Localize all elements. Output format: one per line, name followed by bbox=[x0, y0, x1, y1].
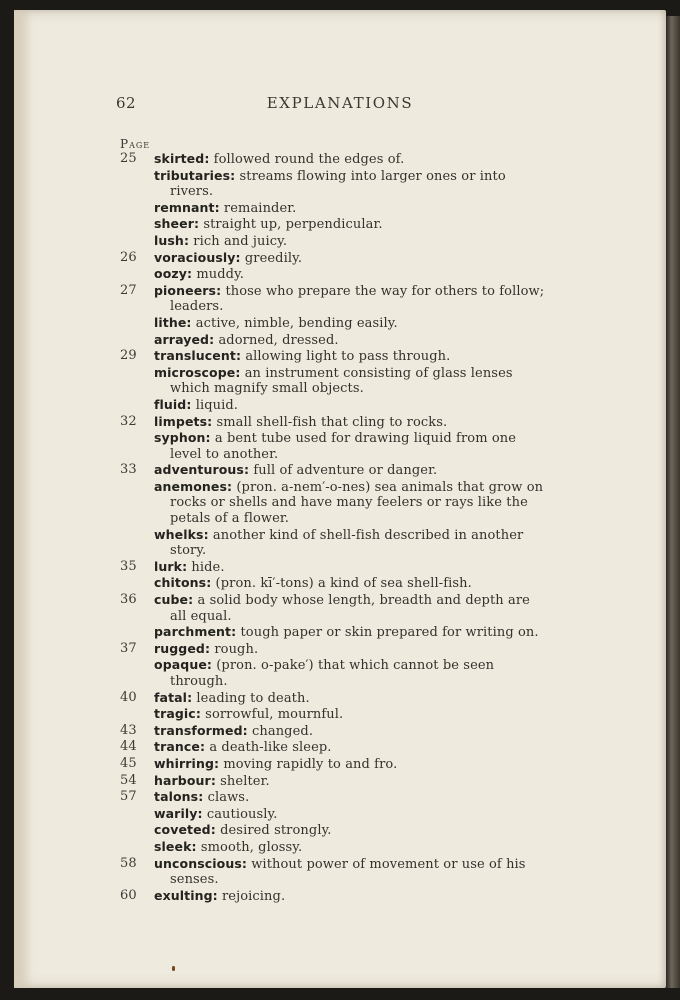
entry-term: whirring bbox=[154, 755, 214, 771]
entry-definition: followed round the edges of. bbox=[213, 152, 405, 167]
entry-definition: a bent tube used for drawing liquid from one bbox=[214, 431, 517, 447]
entry-definition: hide. bbox=[191, 559, 225, 575]
entry-term-colon: : bbox=[214, 755, 220, 771]
entry-page-number: 44 bbox=[120, 739, 137, 755]
entry-term-colon: : bbox=[204, 151, 210, 166]
entry-definition: leading to death. bbox=[196, 690, 310, 706]
entry-term: fatal bbox=[154, 689, 188, 705]
entry-term: microscope bbox=[154, 364, 236, 380]
entry-line bbox=[154, 397, 575, 414]
glossary-entry bbox=[120, 839, 575, 856]
entry-line bbox=[154, 168, 575, 185]
entry-line bbox=[154, 365, 575, 382]
entry-term-colon: : bbox=[235, 249, 241, 265]
entry-term-colon: : bbox=[206, 657, 213, 673]
entry-term: harbour bbox=[154, 772, 211, 788]
entry-term-colon: : bbox=[199, 739, 206, 755]
running-title: EXPLANATIONS bbox=[266, 94, 414, 112]
entry-line bbox=[154, 789, 575, 806]
entry-definition: tough paper or skin prepared for writing on. bbox=[240, 625, 539, 641]
glossary-entry bbox=[120, 641, 575, 658]
entry-term-colon: : bbox=[191, 838, 197, 854]
glossary-entry bbox=[120, 430, 575, 462]
entry-page-number: 36 bbox=[120, 592, 137, 608]
entry-term-colon: : bbox=[197, 805, 203, 821]
glossary-entry bbox=[120, 151, 575, 168]
glossary-entry bbox=[120, 739, 575, 756]
entry-term-colon: : bbox=[214, 199, 220, 215]
entry-line bbox=[154, 756, 575, 773]
entry-page-number: 33 bbox=[120, 462, 137, 478]
entry-definition-continuation: rivers. bbox=[170, 184, 214, 200]
book-cover-edge bbox=[666, 16, 680, 988]
entry-definition-continuation: level to another. bbox=[170, 446, 279, 462]
entry-term: skirted bbox=[154, 151, 205, 166]
entry-term-colon: : bbox=[188, 592, 194, 608]
entry-definition: smooth, glossy. bbox=[200, 839, 303, 855]
entry-term-colon: : bbox=[182, 558, 188, 574]
entry-line bbox=[154, 739, 575, 756]
entry-term: rugged bbox=[154, 640, 205, 656]
glossary-entry bbox=[120, 168, 575, 200]
entry-term: unconscious bbox=[154, 855, 242, 871]
glossary-entry bbox=[120, 332, 575, 349]
entry-line bbox=[154, 856, 575, 873]
entry-term-colon: : bbox=[212, 887, 218, 903]
entry-term-colon: : bbox=[205, 430, 211, 446]
entry-page-number: 40 bbox=[120, 689, 137, 705]
entry-term-colon: : bbox=[216, 282, 222, 298]
entry-term: warily bbox=[154, 805, 198, 821]
entry-page-number: 26 bbox=[120, 249, 137, 265]
entry-term: cube bbox=[154, 592, 189, 608]
entry-page-number: 57 bbox=[120, 789, 137, 805]
glossary-entry bbox=[120, 479, 575, 527]
entry-line bbox=[154, 250, 575, 267]
entry-definition-continuation: which magnify small objects. bbox=[170, 381, 364, 397]
entry-term-colon: : bbox=[241, 855, 247, 871]
entry-definition: remainder. bbox=[223, 200, 297, 216]
entry-term-colon: : bbox=[183, 232, 190, 248]
glossary-entry bbox=[120, 527, 575, 559]
entry-definition: cautiously. bbox=[206, 806, 278, 822]
glossary-entry bbox=[120, 250, 575, 267]
entry-line bbox=[154, 216, 575, 233]
glossary-entry bbox=[120, 806, 575, 823]
entry-definition: streams flowing into larger ones or into bbox=[239, 168, 506, 184]
entry-definition: greedily. bbox=[244, 250, 303, 266]
glossary-entry bbox=[120, 624, 575, 641]
entry-line bbox=[154, 462, 575, 479]
entry-definition: another kind of shell-fish described in another bbox=[212, 527, 524, 543]
entry-line bbox=[154, 283, 575, 300]
entry-line bbox=[154, 773, 575, 790]
glossary-entry bbox=[120, 233, 575, 250]
entry-line bbox=[154, 315, 575, 332]
entry-line bbox=[154, 414, 575, 431]
glossary-entry bbox=[120, 888, 575, 905]
entry-term-colon: : bbox=[187, 689, 193, 705]
entry-term-colon: : bbox=[243, 462, 250, 478]
entry-page-number: 29 bbox=[120, 348, 137, 364]
entry-line bbox=[154, 624, 575, 641]
entry-line bbox=[154, 200, 575, 217]
entry-definition-continuation: senses. bbox=[170, 872, 219, 888]
glossary-entry bbox=[120, 397, 575, 414]
glossary-entry bbox=[120, 723, 575, 740]
glossary-entry bbox=[120, 283, 575, 315]
entry-term-colon: : bbox=[205, 640, 211, 656]
entry-term: fluid bbox=[154, 396, 187, 412]
entry-definition-continuation: all equal. bbox=[170, 608, 232, 624]
entry-page-number: 25 bbox=[120, 151, 137, 166]
entry-definition: rough. bbox=[214, 641, 259, 657]
entry-term: anemones bbox=[154, 478, 228, 494]
entry-line bbox=[154, 233, 575, 250]
entry-definition: without power of movement or use of his bbox=[251, 856, 526, 872]
entry-page-number: 45 bbox=[120, 755, 137, 771]
glossary-entry bbox=[120, 789, 575, 806]
entry-term: lurk bbox=[154, 558, 183, 574]
glossary-entry bbox=[120, 266, 575, 283]
entry-definition-continuation: leaders. bbox=[170, 299, 224, 315]
entry-line bbox=[154, 690, 575, 707]
entry-term: whelks bbox=[154, 526, 204, 542]
entry-definition: allowing light to pass through. bbox=[245, 349, 451, 365]
glossary-entry bbox=[120, 756, 575, 773]
entry-line bbox=[154, 806, 575, 823]
page-header bbox=[0, 92, 680, 116]
entry-definition-continuation: petals of a flower. bbox=[170, 511, 290, 527]
page-number: 62 bbox=[116, 94, 137, 112]
glossary-entry bbox=[120, 559, 575, 576]
entry-line bbox=[154, 592, 575, 609]
entry-term: sleek bbox=[154, 838, 192, 854]
entry-term: trance bbox=[154, 739, 200, 755]
entry-line bbox=[154, 839, 575, 856]
entry-definition-continuation: rocks or shells and have many feelers or rays like the bbox=[170, 495, 528, 511]
entry-definition: adorned, dressed. bbox=[218, 332, 339, 348]
entry-definition: moving rapidly to and fro. bbox=[223, 756, 398, 772]
entry-term: adventurous bbox=[154, 462, 244, 478]
entry-line bbox=[154, 430, 575, 447]
entry-term: limpets bbox=[154, 413, 208, 429]
entry-line bbox=[154, 706, 575, 723]
glossary-entry bbox=[120, 592, 575, 624]
entry-term-colon: : bbox=[227, 478, 233, 494]
entry-definition: rejoicing. bbox=[221, 888, 286, 904]
glossary-entry bbox=[120, 462, 575, 479]
entry-definition: a death-like sleep. bbox=[209, 740, 332, 756]
entry-definition: (pron. o-pake′) that which cannot be seen bbox=[216, 658, 495, 674]
entry-term-colon: : bbox=[231, 624, 237, 640]
entry-term: remnant bbox=[154, 199, 215, 215]
entry-term-colon: : bbox=[195, 706, 201, 722]
entry-page-number: 32 bbox=[120, 413, 137, 429]
entry-definition: sorrowful, mournful. bbox=[205, 707, 344, 723]
glossary-entry bbox=[120, 216, 575, 233]
entry-definition: active, nimble, bending easily. bbox=[195, 315, 398, 331]
glossary-entry bbox=[120, 706, 575, 723]
glossary-entry bbox=[120, 414, 575, 431]
entry-definition: small shell-fish that cling to rocks. bbox=[216, 414, 448, 430]
entry-term: oozy bbox=[154, 266, 187, 282]
entry-definition: straight up, perpendicular. bbox=[203, 217, 383, 233]
entry-term: parchment bbox=[154, 624, 232, 640]
entry-definition: an instrument consisting of glass lenses bbox=[244, 365, 513, 381]
entry-definition: claws. bbox=[207, 790, 250, 806]
entry-line bbox=[154, 151, 575, 168]
entry-term: translucent bbox=[154, 348, 236, 364]
entry-definition-continuation: story. bbox=[170, 543, 207, 559]
entry-page-number: 35 bbox=[120, 558, 137, 574]
entry-term: opaque bbox=[154, 657, 207, 673]
entry-term-colon: : bbox=[186, 314, 192, 330]
entry-term: chitons bbox=[154, 575, 207, 591]
entry-line bbox=[154, 527, 575, 544]
entry-line bbox=[154, 332, 575, 349]
entry-term: coveted bbox=[154, 822, 211, 838]
entry-page-number: 37 bbox=[120, 640, 137, 656]
glossary-entry bbox=[120, 856, 575, 888]
entry-line bbox=[154, 575, 575, 592]
glossary-entry bbox=[120, 200, 575, 217]
entry-term-colon: : bbox=[230, 167, 236, 183]
entry-line bbox=[154, 479, 575, 496]
glossary-entry bbox=[120, 822, 575, 839]
entry-term: lithe bbox=[154, 314, 187, 330]
entry-term: tragic bbox=[154, 706, 196, 722]
glossary-entry bbox=[120, 690, 575, 707]
entry-page-number: 60 bbox=[120, 887, 137, 903]
glossary-entry bbox=[120, 348, 575, 365]
entry-term: lush bbox=[154, 232, 184, 248]
entry-term: syphon bbox=[154, 430, 206, 446]
entry-definition: rich and juicy. bbox=[193, 233, 288, 249]
entry-term-colon: : bbox=[187, 266, 193, 282]
entry-line bbox=[154, 888, 575, 905]
entry-term-colon: : bbox=[193, 216, 200, 232]
entry-term-colon: : bbox=[206, 575, 212, 591]
entry-definition: (pron. a-nem′-o-nes) sea animals that grow on bbox=[236, 479, 544, 495]
entry-line bbox=[154, 723, 575, 740]
entry-term-colon: : bbox=[203, 526, 209, 542]
entry-term: voraciously bbox=[154, 249, 236, 265]
entry-line bbox=[154, 822, 575, 839]
entry-line bbox=[154, 348, 575, 365]
entry-definition: shelter. bbox=[220, 773, 270, 789]
entry-term-colon: : bbox=[235, 364, 241, 380]
glossary-entry bbox=[120, 773, 575, 790]
entry-line bbox=[154, 266, 575, 283]
entry-page-number: 58 bbox=[120, 855, 137, 871]
entry-term-colon: : bbox=[186, 396, 192, 412]
ink-spot bbox=[172, 966, 175, 971]
glossary-entry bbox=[120, 575, 575, 592]
entry-definition: muddy. bbox=[196, 267, 245, 283]
entry-definition: (pron. kī′-tons) a kind of sea shell-fish. bbox=[215, 576, 472, 592]
entry-line bbox=[154, 559, 575, 576]
entry-definition: desired strongly. bbox=[220, 823, 332, 839]
entry-definition-continuation: through. bbox=[170, 674, 228, 689]
entry-term: transformed bbox=[154, 722, 243, 738]
glossary-entry bbox=[120, 365, 575, 397]
entry-definition: a solid body whose length, breadth and depth are bbox=[197, 593, 530, 609]
entry-definition: full of adventure or danger. bbox=[253, 463, 438, 479]
entry-term-colon: : bbox=[210, 772, 216, 788]
entry-term: talons bbox=[154, 789, 199, 805]
entry-term-colon: : bbox=[198, 789, 204, 805]
entry-term: arrayed bbox=[154, 331, 210, 347]
page-column-label: Page bbox=[120, 137, 151, 151]
entry-line bbox=[154, 641, 575, 658]
glossary-entry bbox=[120, 657, 575, 689]
entry-page-number: 43 bbox=[120, 722, 137, 738]
entry-term: pioneers bbox=[154, 282, 217, 298]
entry-term-colon: : bbox=[242, 722, 248, 738]
entry-page-number: 27 bbox=[120, 282, 137, 298]
entry-definition: those who prepare the way for others to follow; bbox=[225, 283, 545, 299]
glossary-entry bbox=[120, 315, 575, 332]
entry-term-colon: : bbox=[235, 348, 242, 364]
glossary-list bbox=[120, 151, 575, 904]
entry-definition: liquid. bbox=[195, 397, 239, 413]
entry-term-colon: : bbox=[209, 331, 215, 347]
entry-definition: changed. bbox=[252, 723, 314, 739]
entry-term-colon: : bbox=[210, 822, 216, 838]
entry-term: sheer bbox=[154, 216, 194, 232]
entry-term: tributaries bbox=[154, 167, 231, 183]
entry-term-colon: : bbox=[207, 413, 213, 429]
entry-line bbox=[154, 657, 575, 674]
entry-page-number: 54 bbox=[120, 772, 137, 788]
entry-term: exulting bbox=[154, 887, 213, 903]
